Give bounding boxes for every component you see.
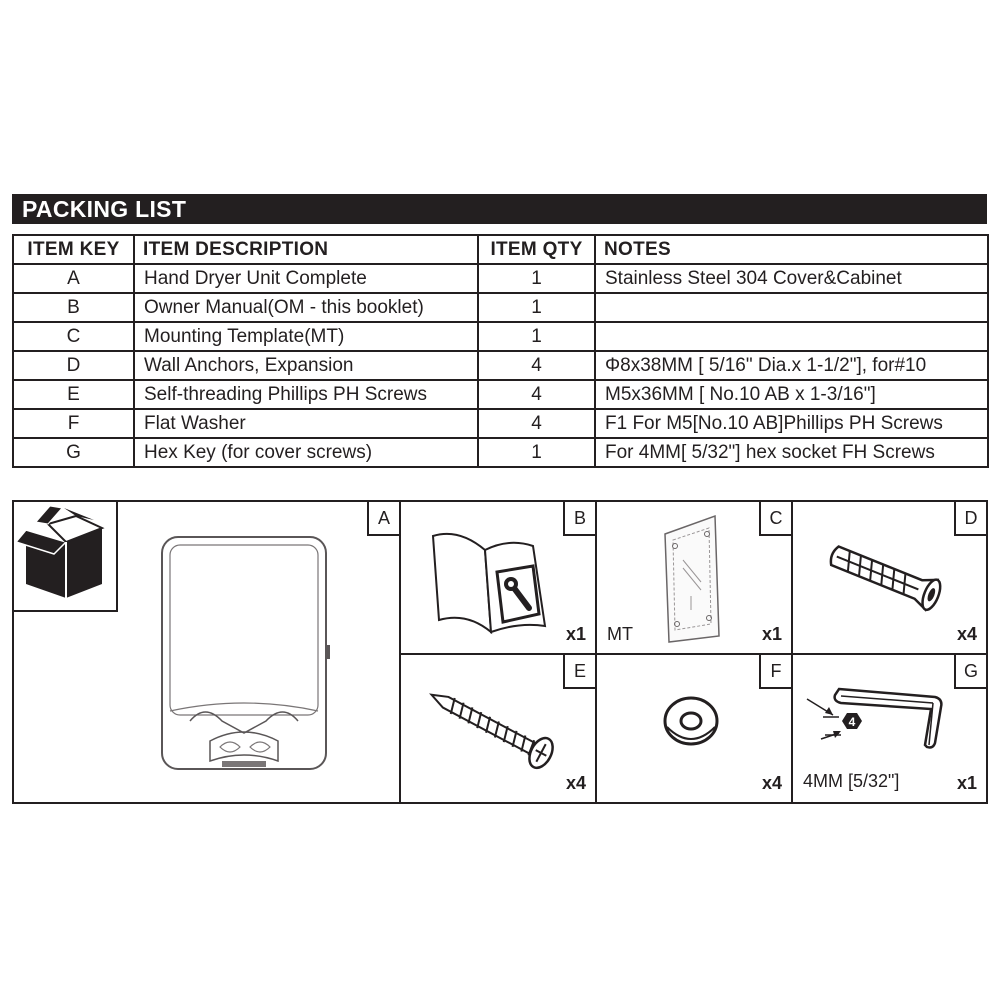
row-description: Owner Manual(OM - this booklet) [134, 293, 478, 322]
table-row [13, 293, 988, 322]
row-qty: 1 [478, 322, 595, 351]
wall-anchor-illustration [825, 536, 945, 616]
owner-manual-illustration [429, 528, 549, 638]
row-qty: 4 [478, 409, 595, 438]
row-key: D [13, 351, 134, 380]
flat-washer-illustration [659, 687, 723, 751]
part-letter-e: E [563, 655, 595, 689]
packing-list-title: PACKING LIST [12, 194, 987, 224]
part-qty-g: x1 [956, 773, 977, 793]
row-description: Self-threading Phillips PH Screws [134, 380, 478, 409]
part-letter-c: C [759, 502, 791, 536]
part-cell-c [597, 502, 791, 653]
package-icon-frame [14, 502, 118, 612]
row-notes: Φ8x38MM [ 5/16" Dia.x 1-1/2"], for#10 [595, 351, 988, 380]
hex-size-label: 4 [848, 715, 856, 729]
part-qty-e: x4 [565, 773, 586, 793]
row-notes: For 4MM[ 5/32"] hex socket FH Screws [595, 438, 988, 467]
row-qty: 1 [478, 264, 595, 293]
row-notes: M5x36MM [ No.10 AB x 1-3/16"] [595, 380, 988, 409]
part-cell-d [793, 502, 986, 653]
part-cell-f [597, 655, 791, 802]
box-icon [14, 502, 114, 608]
part-cell-b [401, 502, 595, 653]
row-notes [595, 322, 988, 351]
row-description: Wall Anchors, Expansion [134, 351, 478, 380]
row-description: Mounting Template(MT) [134, 322, 478, 351]
part-letter-f: F [759, 655, 791, 689]
part-letter-d: D [954, 502, 986, 536]
part-letter-g: G [954, 655, 986, 689]
table-row [13, 380, 988, 409]
row-key: F [13, 409, 134, 438]
parts-illustration-grid [12, 500, 988, 804]
mounting-template-illustration [661, 512, 725, 642]
header-notes: NOTES [595, 235, 988, 264]
row-qty: 4 [478, 351, 595, 380]
row-key: G [13, 438, 134, 467]
table-row [13, 322, 988, 351]
header-item-key: ITEM KEY [13, 235, 134, 264]
table-header-row [13, 235, 988, 264]
part-cell-a [14, 502, 399, 802]
row-qty: 1 [478, 438, 595, 467]
part-qty-f: x4 [761, 773, 782, 793]
part-qty-b: x1 [565, 624, 586, 644]
row-key: B [13, 293, 134, 322]
row-key: E [13, 380, 134, 409]
hex-key-illustration [803, 677, 953, 777]
table-row [13, 264, 988, 293]
row-qty: 4 [478, 380, 595, 409]
packing-list-table [12, 234, 989, 468]
table-row [13, 409, 988, 438]
row-description: Flat Washer [134, 409, 478, 438]
row-key: C [13, 322, 134, 351]
row-notes: F1 For M5[No.10 AB]Phillips PH Screws [595, 409, 988, 438]
row-description: Hand Dryer Unit Complete [134, 264, 478, 293]
row-description: Hex Key (for cover screws) [134, 438, 478, 467]
part-qty-c: x1 [761, 624, 782, 644]
part-letter-b: B [563, 502, 595, 536]
part-qty-d: x4 [956, 624, 977, 644]
row-notes: Stainless Steel 304 Cover&Cabinet [595, 264, 988, 293]
table-row [13, 351, 988, 380]
template-label: MT [607, 624, 633, 644]
screw-illustration [421, 679, 571, 779]
part-cell-g [793, 655, 986, 802]
header-item-description: ITEM DESCRIPTION [134, 235, 478, 264]
hand-dryer-illustration [160, 535, 332, 771]
row-notes [595, 293, 988, 322]
header-item-qty: ITEM QTY [478, 235, 595, 264]
hex-key-size-label: 4MM [5/32"] [803, 771, 900, 791]
row-qty: 1 [478, 293, 595, 322]
table-row [13, 438, 988, 467]
part-cell-e [401, 655, 595, 802]
part-letter-a: A [367, 502, 399, 536]
row-key: A [13, 264, 134, 293]
